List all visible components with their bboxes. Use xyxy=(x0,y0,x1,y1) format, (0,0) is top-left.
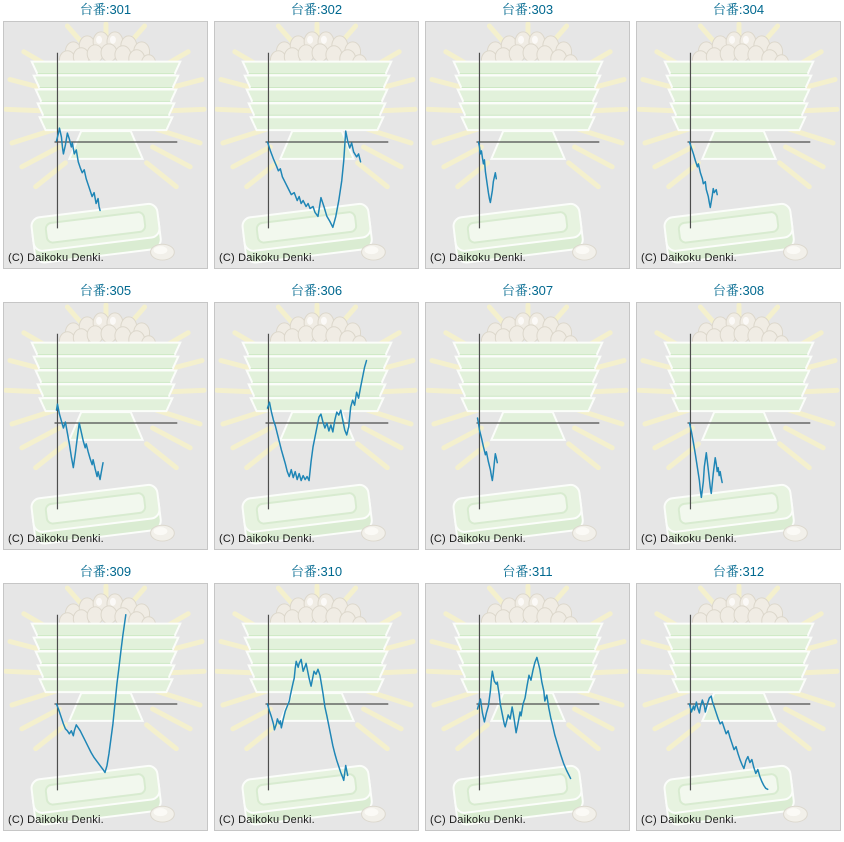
chart-title-link[interactable]: 台番:305 xyxy=(79,283,132,298)
chart-panel xyxy=(636,583,841,831)
chart-panel xyxy=(425,583,630,831)
slump-graph xyxy=(4,22,207,268)
machine-chart-cell-310[interactable] xyxy=(211,562,422,842)
chart-title-link[interactable]: 台番:304 xyxy=(712,2,765,17)
slump-line xyxy=(56,615,125,773)
copyright-label: (C) Daikoku Denki. xyxy=(641,814,737,826)
copyright-label: (C) Daikoku Denki. xyxy=(430,252,526,264)
chart-title-link[interactable]: 台番:309 xyxy=(79,564,132,579)
copyright-label: (C) Daikoku Denki. xyxy=(8,533,104,545)
slump-line xyxy=(478,142,496,203)
copyright-label: (C) Daikoku Denki. xyxy=(641,533,737,545)
machine-chart-cell-306[interactable] xyxy=(211,281,422,562)
chart-panel xyxy=(3,583,208,831)
machine-chart-cell-302[interactable] xyxy=(211,0,422,281)
chart-title-link[interactable]: 台番:301 xyxy=(79,2,132,17)
slump-graph xyxy=(4,584,207,830)
slump-line xyxy=(477,657,570,778)
chart-panel xyxy=(636,21,841,269)
slump-graph xyxy=(637,303,840,549)
chart-title-link[interactable]: 台番:303 xyxy=(501,2,554,17)
chart-title-link[interactable]: 台番:310 xyxy=(290,564,343,579)
chart-title-link[interactable]: 台番:307 xyxy=(501,283,554,298)
copyright-label: (C) Daikoku Denki. xyxy=(219,814,315,826)
chart-panel xyxy=(425,302,630,550)
slump-graph xyxy=(215,22,418,268)
slump-graph xyxy=(426,584,629,830)
copyright-label: (C) Daikoku Denki. xyxy=(641,252,737,264)
copyright-label: (C) Daikoku Denki. xyxy=(8,814,104,826)
slump-graph xyxy=(426,22,629,268)
machine-chart-cell-312[interactable] xyxy=(633,562,844,842)
chart-title-link[interactable]: 台番:302 xyxy=(290,2,343,17)
copyright-label: (C) Daikoku Denki. xyxy=(430,814,526,826)
copyright-label: (C) Daikoku Denki. xyxy=(8,252,104,264)
slump-graph xyxy=(637,584,840,830)
machine-chart-cell-305[interactable] xyxy=(0,281,211,562)
machine-chart-cell-304[interactable] xyxy=(633,0,844,281)
chart-panel xyxy=(425,21,630,269)
machine-chart-cell-301[interactable] xyxy=(0,0,211,281)
slump-graph xyxy=(215,584,418,830)
slump-graph xyxy=(637,22,840,268)
machine-chart-cell-303[interactable] xyxy=(422,0,633,281)
chart-title-link[interactable]: 台番:308 xyxy=(712,283,765,298)
chart-panel xyxy=(214,302,419,550)
slump-line xyxy=(689,142,717,207)
slump-line xyxy=(56,404,103,479)
slump-graph xyxy=(4,303,207,549)
slump-line xyxy=(477,418,497,480)
machine-chart-cell-307[interactable] xyxy=(422,281,633,562)
slump-line xyxy=(267,361,366,481)
slump-line xyxy=(267,131,360,227)
slump-line xyxy=(56,128,100,210)
chart-title-link[interactable]: 台番:306 xyxy=(290,283,343,298)
chart-panel xyxy=(214,21,419,269)
slump-graph xyxy=(426,303,629,549)
slump-graph xyxy=(215,303,418,549)
slump-line xyxy=(267,659,347,780)
copyright-label: (C) Daikoku Denki. xyxy=(219,252,315,264)
copyright-label: (C) Daikoku Denki. xyxy=(219,533,315,545)
machine-chart-cell-311[interactable] xyxy=(422,562,633,842)
slump-line xyxy=(689,423,722,497)
chart-panel xyxy=(636,302,841,550)
chart-title-link[interactable]: 台番:312 xyxy=(712,564,765,579)
copyright-label: (C) Daikoku Denki. xyxy=(430,533,526,545)
chart-panel xyxy=(3,21,208,269)
machine-chart-cell-309[interactable] xyxy=(0,562,211,842)
chart-panel xyxy=(214,583,419,831)
chart-panel xyxy=(3,302,208,550)
chart-title-link[interactable]: 台番:311 xyxy=(502,564,553,579)
slump-line xyxy=(689,696,767,789)
machine-chart-cell-308[interactable] xyxy=(633,281,844,562)
